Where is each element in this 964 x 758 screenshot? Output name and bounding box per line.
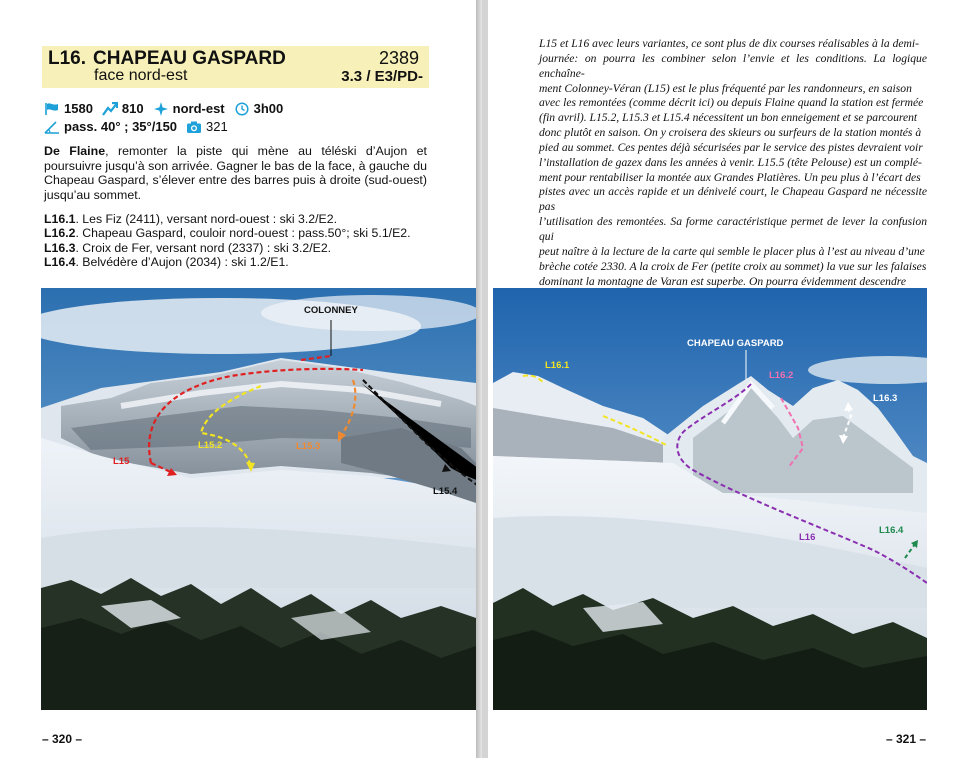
variant-item bbox=[44, 226, 444, 240]
variant-text: . Chapeau Gaspard, couloir nord-ouest : pass.50°; ski 5.1/E2. bbox=[75, 226, 411, 241]
route-label-l16-3: L16.3 bbox=[873, 393, 898, 404]
variant-text: . Croix de Fer, versant nord (2337) : ski 3.2/E2. bbox=[75, 240, 332, 255]
variant-text: . Les Fiz (2411), versant nord-ouest : ski 3.2/E2. bbox=[75, 212, 337, 226]
elevation-gain: 810 bbox=[121, 101, 144, 116]
commentary-line: dominant la montagne de Varan est superbe. On pourra évidemment descendre bbox=[539, 274, 906, 288]
route-description bbox=[44, 144, 427, 202]
commentary-line: l’utilisation des remontées. Sa forme caractéristique permet de lever la confusion qui bbox=[539, 215, 927, 243]
stats-row-1 bbox=[44, 101, 292, 116]
variant-text: . Belvédère d’Aujon (2034) : ski 1.2/E1. bbox=[75, 255, 289, 270]
commentary-text bbox=[539, 37, 927, 319]
description-text: , remonter la piste qui mène au téléski d’Aujon et poursuivre jusqu’à son arrivée. Gagner le bas de la face, à gauche du Chapeau Gaspard, s’élever entre des barres puis à droite (sud-ouest) jusqu’au sommet. bbox=[44, 144, 427, 202]
route-label-l15-2: L15.2 bbox=[198, 440, 223, 451]
flag-icon bbox=[44, 102, 60, 116]
commentary-line: brèche cotée 2330. A la croix de Fer (petite croix au sommet) la vue sur les falaises bbox=[539, 259, 927, 273]
route-code: L16. bbox=[48, 48, 87, 69]
right-page bbox=[488, 0, 964, 758]
commentary-line: ment Colonney-Véran (L15) est le plus fréquenté par les randonneurs, en saison bbox=[539, 81, 912, 95]
route-label-l16-2: L16.2 bbox=[769, 370, 794, 381]
route-title-box bbox=[42, 46, 429, 88]
commentary-line: pistes avec un accès rapide et un dénivelé court, le Chapeau Gaspard ne nécessite pas bbox=[539, 185, 927, 214]
route-subtitle: face nord-est bbox=[94, 67, 188, 84]
description-lead: De Flaine bbox=[44, 144, 106, 158]
mountain-photo-chapeau-gaspard bbox=[493, 288, 927, 710]
gutter bbox=[476, 0, 482, 758]
commentary-line: ment pour rentabiliser la montée aux Grandes Platières. Un peu plus à l’écart des bbox=[539, 170, 921, 184]
peak-label-chapeau-gaspard: CHAPEAU GASPARD bbox=[687, 338, 784, 349]
variant-item bbox=[44, 241, 444, 255]
commentary-line: pied au sommet. Ces pentes déjà sécurisées par le service des pistes devraient voir bbox=[539, 140, 923, 154]
passage-steepness: pass. 40° ; 35°/150 bbox=[64, 119, 178, 134]
commentary-line: l’installation de gazex dans les années à venir. L15.5 (tête Pelouse) est un complé- bbox=[539, 155, 922, 169]
route-grade: 3.3 / E3/PD- bbox=[341, 68, 423, 85]
clock-icon bbox=[234, 102, 250, 116]
page-number-right: – 321 – bbox=[886, 732, 927, 746]
commentary-line: (fin avril). L15.2, L15.3 et L15.4 nécessitent un bon enneigement et se parcourent bbox=[539, 111, 918, 125]
variants-list bbox=[44, 212, 444, 270]
route-label-l16-4: L16.4 bbox=[879, 525, 904, 536]
commentary-line: journée: on pourra les combiner selon l’envie et les conditions. La logique enchaîne- bbox=[539, 51, 927, 80]
orientation: nord-est bbox=[172, 101, 225, 116]
mountain-photo-colonney bbox=[41, 288, 476, 710]
page-number-left: – 320 – bbox=[42, 732, 83, 746]
route-altitude: 2389 bbox=[378, 48, 419, 68]
variant-code: L16.3 bbox=[44, 240, 76, 255]
stats-row-2 bbox=[44, 119, 237, 134]
elevation-gain-icon bbox=[102, 102, 118, 116]
variant-code: L16.2 bbox=[44, 226, 76, 241]
camera-icon bbox=[186, 120, 202, 134]
variant-code: L16.4 bbox=[44, 255, 76, 270]
route-label-l16: L16 bbox=[799, 532, 816, 543]
route-label-l15-3: L15.3 bbox=[296, 441, 321, 452]
photo-reference: 321 bbox=[206, 119, 228, 134]
route-label-l15: L15 bbox=[113, 456, 130, 467]
start-altitude: 1580 bbox=[64, 101, 93, 116]
route-name: CHAPEAU GASPARD bbox=[93, 48, 286, 69]
commentary-line: peut naître à la lecture de la carte qui semble le placer plus à l’est au niveau d’une bbox=[539, 244, 925, 258]
commentary-line: L15 et L16 avec leurs variantes, ce sont plus de dix courses réalisables à la demi- bbox=[539, 37, 919, 50]
variant-item bbox=[44, 255, 444, 269]
slope-angle-icon bbox=[44, 120, 60, 134]
variant-code: L16.1 bbox=[44, 212, 76, 226]
variant-item bbox=[44, 212, 444, 226]
commentary-line: donc plutôt en saison. On y croisera des skieurs ou surfeurs de la station montés à bbox=[539, 126, 922, 140]
peak-label-colonney: COLONNEY bbox=[304, 305, 358, 316]
route-label-l16-1: L16.1 bbox=[545, 360, 570, 371]
compass-star-icon bbox=[153, 102, 169, 116]
duration: 3h00 bbox=[253, 101, 284, 116]
left-page bbox=[0, 0, 476, 758]
commentary-line: avec les remontées (comme décrit ici) ou depuis Flaine quand la station est fermée bbox=[539, 96, 924, 110]
route-label-l15-4: L15.4 bbox=[433, 486, 458, 497]
